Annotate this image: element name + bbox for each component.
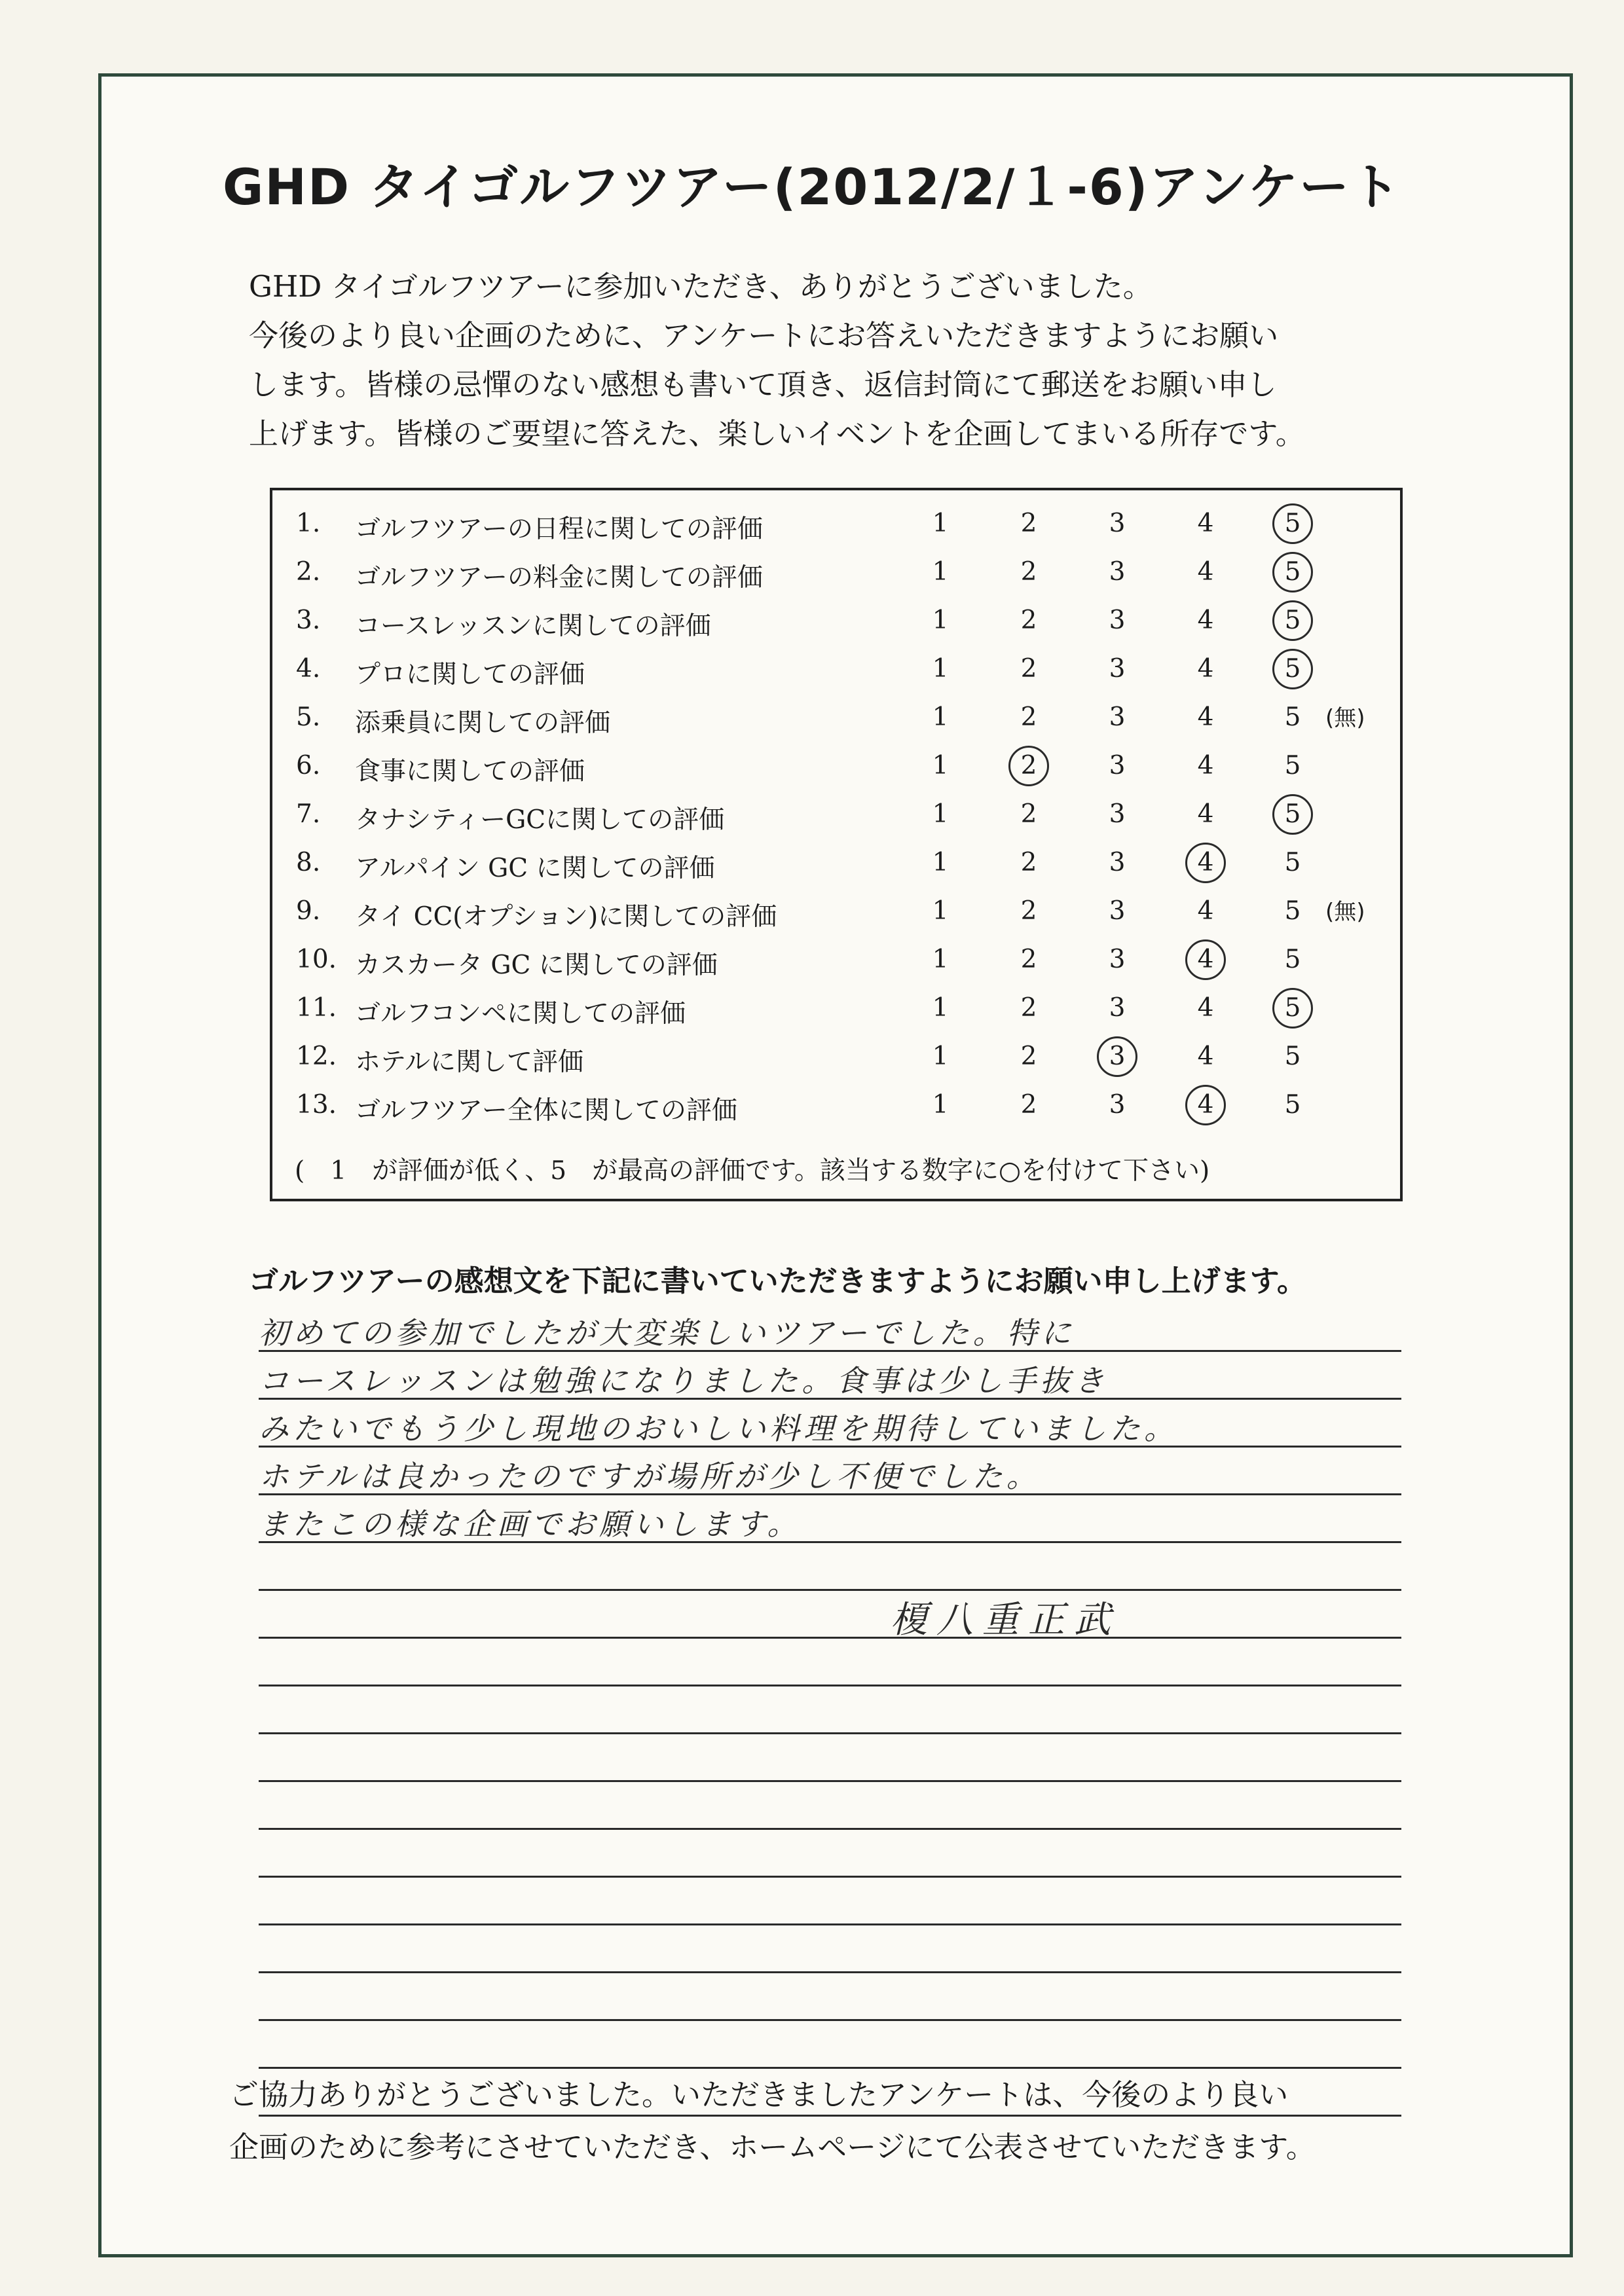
selected-circle-mark <box>1272 552 1313 592</box>
rating-option-4[interactable]: 4 <box>1197 557 1214 587</box>
rating-label: 食事に関しての評価 <box>355 757 585 786</box>
rating-label: タナシティーGCに関しての評価 <box>355 805 725 835</box>
selected-circle-mark <box>1185 939 1226 980</box>
rating-option-4[interactable]: 4 <box>1197 1042 1214 1071</box>
rating-option-3[interactable]: 3 <box>1109 945 1126 974</box>
footer-line: 企画のために参考にさせていただき、ホームページにて公表させていただきます。 <box>229 2130 1316 2164</box>
rating-label: ゴルフツアーの日程に関しての評価 <box>355 515 763 544</box>
comment-heading: ゴルフツアーの感想文を下記に書いていただきますようにお願い申し上げます。 <box>249 1264 1307 1298</box>
rating-label: 添乗員に関しての評価 <box>355 708 611 738</box>
rating-option-5[interactable]: 5 <box>1284 1090 1301 1120</box>
comment-rule-line <box>259 1637 1401 1639</box>
rating-number: 5. <box>296 702 321 732</box>
rating-row <box>272 1042 1400 1087</box>
rating-option-2[interactable]: 2 <box>1020 1042 1037 1071</box>
intro-line: GHD タイゴルフツアーに参加いただき、ありがとうございました。 <box>249 269 1153 304</box>
rating-row <box>272 993 1400 1039</box>
comment-rule-line <box>259 1828 1401 1830</box>
rating-option-2[interactable]: 2 <box>1020 993 1037 1023</box>
rating-number: 2. <box>296 557 321 587</box>
rating-option-5[interactable]: 5 <box>1284 557 1301 587</box>
rating-number: 3. <box>296 606 321 635</box>
rating-number: 12. <box>296 1042 337 1071</box>
rating-option-5[interactable]: 5 <box>1284 751 1301 780</box>
rating-option-3[interactable]: 3 <box>1109 654 1126 683</box>
rating-option-4[interactable]: 4 <box>1197 654 1214 683</box>
comment-rule-line <box>259 2019 1401 2021</box>
rating-option-5[interactable]: 5 <box>1284 654 1301 683</box>
rating-option-2[interactable]: 2 <box>1020 751 1037 780</box>
rating-option-5[interactable]: 5 <box>1284 993 1301 1023</box>
rating-option-1[interactable]: 1 <box>932 751 949 780</box>
footer-line: ご協力ありがとうございました。いただきましたアンケートは、今後のより良い <box>229 2077 1289 2112</box>
rating-row <box>272 654 1400 700</box>
rating-row <box>272 557 1400 603</box>
rating-row <box>272 509 1400 555</box>
rating-option-1[interactable]: 1 <box>932 945 949 974</box>
rating-option-1[interactable]: 1 <box>932 606 949 635</box>
rating-row <box>272 702 1400 748</box>
selected-circle-mark <box>1272 649 1313 689</box>
comment-rule-line <box>259 1971 1401 1973</box>
rating-option-1[interactable]: 1 <box>932 702 949 732</box>
rating-option-1[interactable]: 1 <box>932 557 949 587</box>
rating-label: ゴルフツアー全体に関しての評価 <box>355 1096 737 1125</box>
rating-number: 6. <box>296 751 321 780</box>
rating-option-5[interactable]: 5 <box>1284 896 1301 926</box>
selected-circle-mark <box>1097 1036 1137 1077</box>
handwritten-comment-line: またこの様な企画でお願いします。 <box>259 1506 802 1542</box>
rating-option-3[interactable]: 3 <box>1109 606 1126 635</box>
rating-option-4[interactable]: 4 <box>1197 606 1214 635</box>
rating-number: 10. <box>296 945 337 974</box>
rating-row <box>272 751 1400 797</box>
intro-paragraph <box>249 262 1428 458</box>
rating-option-2[interactable]: 2 <box>1020 509 1037 538</box>
page-title: GHD タイゴルフツアー(2012/2/１-6)アンケート <box>223 158 1401 216</box>
intro-line: 今後のより良い企画のために、アンケートにお答えいただきますようにお願い <box>249 318 1279 353</box>
selected-circle-mark <box>1272 794 1313 835</box>
rating-option-4[interactable]: 4 <box>1197 751 1214 780</box>
rating-option-3[interactable]: 3 <box>1109 751 1126 780</box>
rating-label: コースレッスンに関しての評価 <box>355 611 711 641</box>
rating-option-2[interactable]: 2 <box>1020 896 1037 926</box>
selected-circle-mark <box>1008 746 1049 786</box>
rating-option-3[interactable]: 3 <box>1109 1042 1126 1071</box>
rating-number: 13. <box>296 1090 337 1120</box>
rating-option-2[interactable]: 2 <box>1020 606 1037 635</box>
ratings-table <box>270 488 1403 1201</box>
rating-option-5[interactable]: 5 <box>1284 945 1301 974</box>
selected-circle-mark <box>1185 1085 1226 1125</box>
rating-handwritten-note: (無) <box>1325 705 1365 731</box>
rating-option-5[interactable]: 5 <box>1284 848 1301 877</box>
ratings-instructions: ( 1 が評価が低く、5 が最高の評価です。該当する数字に○を付けて下さい) <box>295 1156 1210 1186</box>
comment-rule-line <box>259 1685 1401 1686</box>
rating-option-2[interactable]: 2 <box>1020 799 1037 829</box>
rating-option-2[interactable]: 2 <box>1020 945 1037 974</box>
rating-row <box>272 945 1400 991</box>
rating-label: カスカータ GC に関しての評価 <box>355 951 718 980</box>
rating-option-1[interactable]: 1 <box>932 1090 949 1120</box>
rating-option-1[interactable]: 1 <box>932 654 949 683</box>
rating-option-3[interactable]: 3 <box>1109 799 1126 829</box>
selected-circle-mark <box>1272 600 1313 641</box>
rating-option-5[interactable]: 5 <box>1284 509 1301 538</box>
rating-option-1[interactable]: 1 <box>932 799 949 829</box>
rating-option-2[interactable]: 2 <box>1020 1090 1037 1120</box>
rating-row <box>272 606 1400 651</box>
rating-option-5[interactable]: 5 <box>1284 799 1301 829</box>
rating-option-4[interactable]: 4 <box>1197 509 1214 538</box>
rating-row <box>272 848 1400 894</box>
signature: 榎八重正武 <box>891 1599 1120 1641</box>
rating-label: プロに関しての評価 <box>355 660 585 689</box>
rating-option-4[interactable]: 4 <box>1197 945 1214 974</box>
rating-label: ゴルフコンペに関しての評価 <box>355 999 686 1029</box>
rating-option-3[interactable]: 3 <box>1109 993 1126 1023</box>
rating-option-4[interactable]: 4 <box>1197 848 1214 877</box>
rating-number: 1. <box>296 509 321 538</box>
rating-option-2[interactable]: 2 <box>1020 557 1037 587</box>
intro-line: 上げます。皆様のご要望に答えた、楽しいイベントを企画してまいる所存です。 <box>249 416 1305 451</box>
rating-option-1[interactable]: 1 <box>932 509 949 538</box>
handwritten-comment-line: ホテルは良かったのですが場所が少し不便でした。 <box>259 1459 1041 1494</box>
rating-option-3[interactable]: 3 <box>1109 1090 1126 1120</box>
rating-option-3[interactable]: 3 <box>1109 702 1126 732</box>
rating-label: タイ CC(オプション)に関しての評価 <box>355 902 777 932</box>
selected-circle-mark <box>1272 988 1313 1029</box>
comment-rule-line <box>259 1923 1401 1925</box>
rating-option-3[interactable]: 3 <box>1109 848 1126 877</box>
rating-number: 8. <box>296 848 321 877</box>
comment-rule-line <box>259 1876 1401 1878</box>
comment-rule-line <box>259 1589 1401 1591</box>
rating-row <box>272 1090 1400 1136</box>
rating-number: 9. <box>296 896 321 926</box>
handwritten-comment-line: コースレッスンは勉強になりました。食事は少し手抜き <box>259 1363 1109 1398</box>
handwritten-comment-line: 初めての参加でしたが大変楽しいツアーでした。特に <box>259 1315 1075 1351</box>
rating-number: 7. <box>296 799 321 829</box>
rating-row <box>272 896 1400 942</box>
rating-handwritten-note: (無) <box>1325 899 1365 925</box>
rating-label: アルパイン GC に関しての評価 <box>355 854 715 883</box>
rating-option-3[interactable]: 3 <box>1109 509 1126 538</box>
selected-circle-mark <box>1272 503 1313 544</box>
rating-option-4[interactable]: 4 <box>1197 702 1214 732</box>
rating-number: 11. <box>296 993 337 1023</box>
rating-option-2[interactable]: 2 <box>1020 654 1037 683</box>
selected-circle-mark <box>1185 843 1226 883</box>
rating-option-2[interactable]: 2 <box>1020 848 1037 877</box>
rating-option-5[interactable]: 5 <box>1284 1042 1301 1071</box>
intro-line: します。皆様の忌憚のない感想も書いて頂き、返信封筒にて郵送をお願い申し <box>249 367 1277 402</box>
rating-option-1[interactable]: 1 <box>932 848 949 877</box>
rating-label: ゴルフツアーの料金に関しての評価 <box>355 563 763 592</box>
rating-option-1[interactable]: 1 <box>932 896 949 926</box>
rating-option-1[interactable]: 1 <box>932 1042 949 1071</box>
rating-option-2[interactable]: 2 <box>1020 702 1037 732</box>
rating-option-4[interactable]: 4 <box>1197 896 1214 926</box>
rating-option-3[interactable]: 3 <box>1109 557 1126 587</box>
footer-message <box>229 2069 1473 2174</box>
rating-option-5[interactable]: 5 <box>1284 606 1301 635</box>
rating-option-4[interactable]: 4 <box>1197 993 1214 1023</box>
comment-rule-line <box>259 1732 1401 1734</box>
rating-option-3[interactable]: 3 <box>1109 896 1126 926</box>
rating-number: 4. <box>296 654 321 683</box>
rating-option-5[interactable]: 5 <box>1284 702 1301 732</box>
rating-option-4[interactable]: 4 <box>1197 1090 1214 1120</box>
rating-option-4[interactable]: 4 <box>1197 799 1214 829</box>
handwritten-comment-line: みたいでもう少し現地のおいしい料理を期待していました。 <box>259 1411 1178 1446</box>
comment-rule-line <box>259 1780 1401 1782</box>
rating-row <box>272 799 1400 845</box>
rating-label: ホテルに関して評価 <box>355 1048 584 1077</box>
rating-option-1[interactable]: 1 <box>932 993 949 1023</box>
